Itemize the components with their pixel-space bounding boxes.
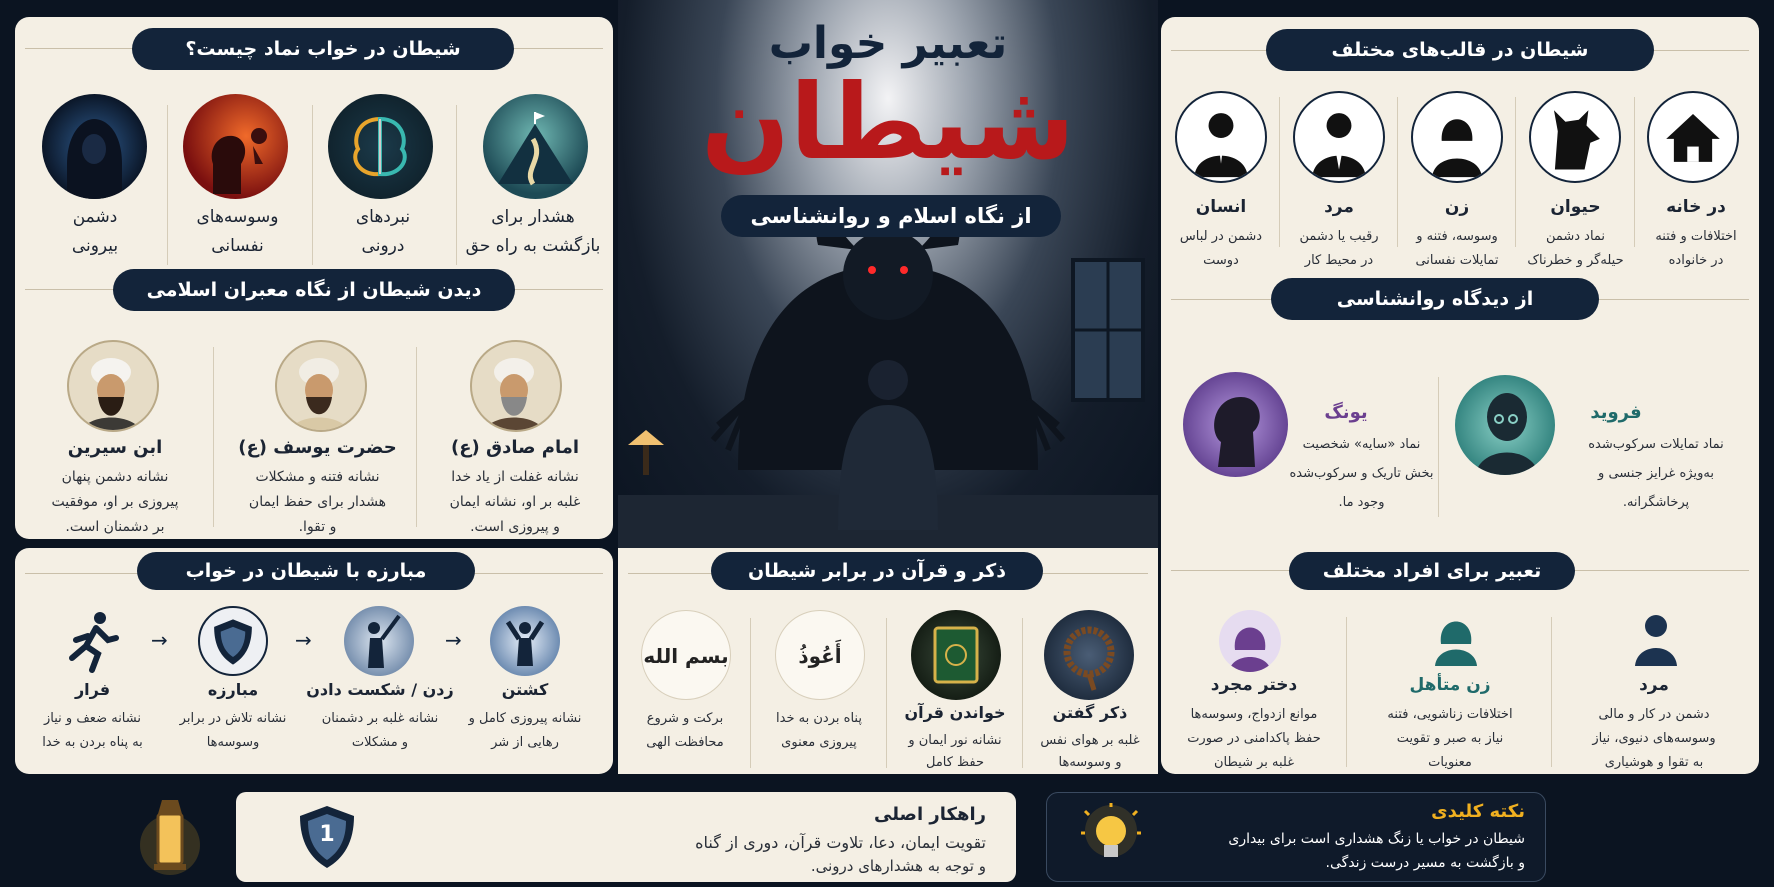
person-silhouette-icon <box>1175 91 1267 183</box>
running-person-icon <box>58 606 128 676</box>
interpreter-text: نشانه دشمن پنهان <box>61 469 169 485</box>
symbol-label: بازگشت به راه حق <box>465 236 601 256</box>
house-icon <box>1647 91 1739 183</box>
psych-text: بخش تاریک و سرکوب‌شده <box>1289 466 1434 481</box>
form-text: نماد دشمن <box>1545 229 1606 244</box>
form-text: حیله‌گر و خطرناک <box>1527 253 1624 268</box>
interpreter-text: و پیروزی است. <box>470 519 560 535</box>
people-text: وسوسه‌های دنیوی، نیاز <box>1592 731 1716 746</box>
form-title: مرد <box>1324 197 1354 217</box>
solution-title: راهکار اصلی <box>874 804 986 825</box>
brain-icon <box>328 94 433 199</box>
people-text: حفظ پاکدامنی در صورت <box>1187 731 1321 746</box>
fight-text: و مشکلات <box>351 735 409 750</box>
psych-text: به‌ویژه غرایز جنسی و <box>1598 466 1714 481</box>
psych-name: فروید <box>1590 402 1642 423</box>
fight-text: به پناه بردن به خدا <box>42 735 143 750</box>
psych-text: نماد تمایلات سرکوب‌شده <box>1588 437 1724 452</box>
fight-text: نشانه تلاش در برابر <box>179 711 287 726</box>
divider <box>886 618 887 768</box>
zikr-text: غلبه بر هوای نفس <box>1040 733 1140 748</box>
victory-icon <box>490 606 560 676</box>
man-silhouette-icon <box>1293 91 1385 183</box>
form-title: حیوان <box>1550 197 1601 217</box>
zikr-text: و وسوسه‌ها <box>1058 755 1122 770</box>
whisper-icon <box>183 94 288 199</box>
audhu-calligraphy-icon <box>775 610 865 700</box>
basmala-calligraphy-icon <box>641 610 731 700</box>
symbol-label: دشمن <box>72 207 118 227</box>
solution-box <box>236 792 1016 882</box>
interpreters-header: دیدن شیطان از نگاه معبران اسلامی <box>113 269 515 311</box>
fight-text: نشانه غلبه بر دشمنان <box>321 711 439 726</box>
form-text: وسوسه، فتنه و <box>1416 229 1498 244</box>
form-text: در خانواده <box>1668 253 1724 268</box>
divider <box>750 618 751 768</box>
interpreter-text: بر دشمنان است. <box>65 519 165 535</box>
divider <box>1346 617 1347 767</box>
divider <box>1515 97 1516 247</box>
zikr-panel <box>618 548 1158 774</box>
form-text: دشمن در لباس <box>1179 229 1263 244</box>
form-text: دوست <box>1203 253 1239 268</box>
mountain-path-icon <box>483 94 588 199</box>
fight-panel <box>15 548 613 774</box>
symbol-label: هشدار برای <box>491 207 575 227</box>
keypoint-title: نکته کلیدی <box>1431 801 1525 822</box>
hero-image <box>618 0 1158 548</box>
psych-name: یونگ <box>1324 402 1368 423</box>
people-text: به تقوا و هوشیاری <box>1604 755 1704 770</box>
hero-subtitle: از نگاه اسلام و روانشناسی <box>721 195 1061 237</box>
people-text: اختلافات زناشویی، فتنه <box>1387 707 1513 722</box>
forms-header: شیطان در قالب‌های مختلف <box>1266 29 1654 71</box>
divider <box>213 347 214 527</box>
form-title: زن <box>1444 197 1470 217</box>
freud-portrait-icon <box>1455 375 1555 475</box>
form-text: در محیط کار <box>1304 253 1374 268</box>
audhu-glyph: أَعُوذُ <box>798 644 842 668</box>
divider <box>1397 97 1398 247</box>
zikr-header: ذکر و قرآن در برابر شیطان <box>711 552 1043 590</box>
people-header: تعبیر برای افراد مختلف <box>1289 552 1575 590</box>
fight-text: نشانه ضعف و نیاز <box>44 711 141 726</box>
shield-one-icon <box>296 804 358 870</box>
fight-title: کشتن <box>501 680 549 699</box>
zikr-text: پیروزی معنوی <box>781 735 857 750</box>
keypoint-text: و بازگشت به مسیر درست زندگی. <box>1325 855 1525 871</box>
hero-title-small: تعبیر خواب <box>768 18 1008 69</box>
basmala-glyph: بسم الله <box>643 644 729 668</box>
zikr-title: ذکر گفتن <box>1052 703 1128 722</box>
arrow-icon: → <box>151 628 168 652</box>
woman-silhouette-icon <box>1411 91 1503 183</box>
keypoint-text: شیطان در خواب یا زنگ هشداری است برای بیداری <box>1228 831 1525 847</box>
left-top-panel <box>15 17 613 539</box>
interpreter-name: حضرت یوسف (ع) <box>238 437 397 458</box>
symbol-header: شیطان در خواب نماد چیست؟ <box>132 28 514 70</box>
solution-badge: 1 <box>319 822 335 847</box>
zikr-title: خواندن قرآن <box>904 703 1006 722</box>
prayer-beads-icon <box>1044 610 1134 700</box>
right-panel <box>1161 17 1759 774</box>
people-text: معنویات <box>1428 755 1472 770</box>
symbol-label: درونی <box>361 236 405 256</box>
solution-text: تقویت ایمان، دعا، تلاوت قرآن، دوری از گناه <box>695 833 986 852</box>
people-text: نیاز به صبر و تقویت <box>1396 731 1504 746</box>
interpreter-text: نشانه غفلت از یاد خدا <box>451 469 579 485</box>
lightbulb-icon <box>1081 803 1141 873</box>
psych-header: از دیدگاه روانشناسی <box>1271 278 1599 320</box>
form-text: تمایلات نفسانی <box>1415 253 1499 268</box>
wolf-icon <box>1529 91 1621 183</box>
psych-text: وجود ما. <box>1338 495 1385 510</box>
people-text: غلبه بر شیطان <box>1213 755 1295 770</box>
form-text: رقیب یا دشمن <box>1299 229 1379 244</box>
man-head-icon <box>1631 610 1681 666</box>
zikr-text: نشانه نور ایمان و <box>908 733 1002 748</box>
fight-text: رهایی از شر <box>491 735 559 750</box>
people-title: دختر مجرد <box>1210 675 1298 695</box>
symbol-label: نفسانی <box>211 236 264 256</box>
keypoint-box <box>1046 792 1546 882</box>
sword-fighter-icon <box>344 606 414 676</box>
jung-portrait-icon <box>1183 372 1288 477</box>
interpreter-text: هشدار برای حفظ ایمان <box>248 494 387 510</box>
divider <box>1634 97 1635 247</box>
hero-title-big: شیطان <box>701 61 1075 183</box>
people-title: مرد <box>1639 675 1669 695</box>
arrow-icon: → <box>445 628 462 652</box>
arrow-icon: → <box>295 628 312 652</box>
symbol-label: بیرونی <box>71 236 119 256</box>
scholar-portrait-icon <box>470 340 562 432</box>
zikr-text: برکت و شروع <box>646 711 724 726</box>
woman-hijab-icon <box>1431 610 1481 666</box>
interpreter-name: امام صادق (ع) <box>450 437 580 458</box>
form-text: اختلافات و فتنه <box>1655 229 1737 244</box>
scholar-portrait-icon <box>67 340 159 432</box>
people-title: زن متأهل <box>1409 675 1491 695</box>
psych-text: نماد «سایه» شخصیت <box>1302 437 1421 452</box>
interpreter-text: پیروزی بر او، موفقیت <box>51 494 179 510</box>
hooded-figure-icon <box>42 94 147 199</box>
divider <box>456 105 457 265</box>
symbol-label: نبردهای <box>355 207 411 227</box>
divider <box>1022 618 1023 768</box>
psych-text: پرخاشگرانه. <box>1622 495 1690 510</box>
interpreter-text: غلبه بر او، نشانه ایمان <box>449 494 581 510</box>
symbol-label: وسوسه‌های <box>196 207 279 227</box>
form-title: در خانه <box>1666 197 1726 217</box>
shield-icon <box>198 606 268 676</box>
form-title: انسان <box>1195 197 1247 217</box>
fight-text: وسوسه‌ها <box>206 735 260 750</box>
people-text: موانع ازدواج، وسوسه‌ها <box>1190 707 1318 722</box>
people-text: دشمن در کار و مالی <box>1598 707 1710 722</box>
fight-title: مبارزه <box>207 680 259 699</box>
divider <box>416 347 417 527</box>
interpreter-text: نشانه فتنه و مشکلات <box>255 469 380 485</box>
prophet-portrait-icon <box>275 340 367 432</box>
solution-text: و توجه به هشدارهای درونی. <box>810 857 986 875</box>
quran-icon <box>911 610 1001 700</box>
zikr-text: حفظ کامل <box>925 755 985 770</box>
fight-header: مبارزه با شیطان در خواب <box>137 552 475 590</box>
fight-text: نشانه پیروزی کامل و <box>468 711 582 726</box>
fight-title: فرار <box>74 680 111 699</box>
interpreter-name: ابن سیرین <box>67 437 163 458</box>
lantern-icon <box>140 790 200 885</box>
divider <box>1279 97 1280 247</box>
fight-title: زدن / شکست دادن <box>306 680 454 699</box>
interpreter-text: و تقوا. <box>298 519 337 535</box>
divider <box>1551 617 1552 767</box>
girl-head-icon <box>1219 610 1281 672</box>
zikr-text: پناه بردن به خدا <box>776 711 862 726</box>
zikr-text: محافظت الهی <box>646 735 724 750</box>
